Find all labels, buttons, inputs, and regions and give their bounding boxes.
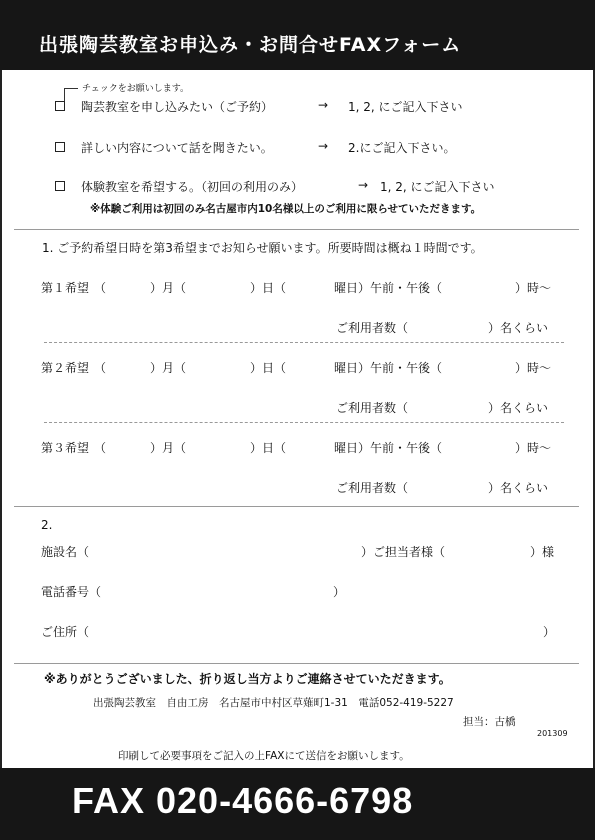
choice-3-month[interactable]: ）月（ <box>150 441 187 455</box>
fax-number: FAX 020-4666-6798 <box>72 780 414 821</box>
option-reserve-label: 陶芸教室を申し込みたい（ご予約） <box>81 100 274 114</box>
dashed-divider-2 <box>44 422 564 423</box>
option-reserve-instruction: 1, 2, にご記入下さい <box>348 100 463 114</box>
option-inquiry-arrow: → <box>318 139 329 153</box>
choice-2-day[interactable]: ）日（ <box>250 361 287 375</box>
option-trial-instruction: 1, 2, にご記入下さい <box>380 180 495 194</box>
address-field[interactable]: ご住所（ <box>41 625 90 639</box>
choice-1-hour[interactable]: ）時〜 <box>515 281 552 295</box>
option-trial-arrow: → <box>358 178 369 192</box>
option-inquiry-instruction: 2.にご記入下さい。 <box>348 141 456 155</box>
thanks-message: ※ありがとうございました、折り返し当方よりご連絡させていただきます。 <box>44 672 451 686</box>
choice-1-users[interactable]: ご利用者数（ <box>336 321 409 335</box>
dashed-divider-1 <box>44 342 564 343</box>
contact-person-field[interactable]: ）ご担当者様（ <box>361 545 446 559</box>
address-field-close: ） <box>543 625 556 639</box>
choice-3-month-open: （ <box>94 441 107 455</box>
choice-3-users-suffix: ）名くらい <box>488 481 549 495</box>
form-title: 出張陶芸教室お申込み・お問合せFAXフォーム <box>39 34 462 56</box>
choice-2-month-open: （ <box>94 361 107 375</box>
choice-1-weekday[interactable]: 曜日）午前・午後（ <box>334 281 443 295</box>
facility-field[interactable]: 施設名（ <box>41 545 90 559</box>
option-trial-label: 体験教室を希望する。（初回の利用のみ） <box>81 180 304 194</box>
choice-2-users-suffix: ）名くらい <box>488 401 549 415</box>
choice-1-month-open: （ <box>94 281 107 295</box>
option-inquiry-label: 詳しい内容について話を聞きたい。 <box>81 141 273 155</box>
choice-1-day[interactable]: ）日（ <box>250 281 287 295</box>
form-code: 201309 <box>537 729 568 738</box>
contact-info: 出張陶芸教室 自由工房 名古屋市中村区草薙町1-31 電話052-419-5227 <box>93 697 454 709</box>
check-note: チェックをお願いします。 <box>82 84 190 94</box>
choice-2-users[interactable]: ご利用者数（ <box>336 401 409 415</box>
send-instruction: 印刷して必要事項をご記入の上FAXにて送信をお願いします。 <box>118 750 410 762</box>
choice-2-weekday[interactable]: 曜日）午前・午後（ <box>334 361 443 375</box>
option-reserve-arrow: → <box>318 98 329 112</box>
checkbox-trial[interactable] <box>55 181 65 191</box>
choice-3-label: 第３希望 <box>41 441 90 455</box>
trial-footnote: ※体験ご利用は初回のみ名古屋市内10名様以上のご利用に限らせていただきます。 <box>90 203 482 215</box>
section2-number: 2. <box>41 518 53 532</box>
choice-3-day[interactable]: ）日（ <box>250 441 287 455</box>
divider-3 <box>14 663 579 664</box>
divider-1 <box>14 229 579 230</box>
choice-2-hour[interactable]: ）時〜 <box>515 361 552 375</box>
checkbox-reserve[interactable] <box>55 101 65 111</box>
choice-2-month[interactable]: ）月（ <box>150 361 187 375</box>
section1-heading: 1. ご予約希望日時を第3希望までお知らせ願います。所要時間は概ね１時間です。 <box>42 241 483 255</box>
choice-3-weekday[interactable]: 曜日）午前・午後（ <box>334 441 443 455</box>
contact-person-suffix: ）様 <box>530 545 555 559</box>
divider-2 <box>14 506 579 507</box>
choice-1-users-suffix: ）名くらい <box>488 321 549 335</box>
checkbox-inquiry[interactable] <box>55 142 65 152</box>
phone-field[interactable]: 電話番号（ <box>41 585 102 599</box>
phone-field-close: ） <box>333 585 346 599</box>
choice-3-hour[interactable]: ）時〜 <box>515 441 552 455</box>
choice-1-label: 第１希望 <box>41 281 90 295</box>
choice-2-label: 第２希望 <box>41 361 90 375</box>
choice-1-month[interactable]: ）月（ <box>150 281 187 295</box>
person-in-charge: 担当：古橋 <box>463 716 516 728</box>
note-leader <box>64 88 65 102</box>
choice-3-users[interactable]: ご利用者数（ <box>336 481 409 495</box>
note-leader-top <box>64 88 78 89</box>
